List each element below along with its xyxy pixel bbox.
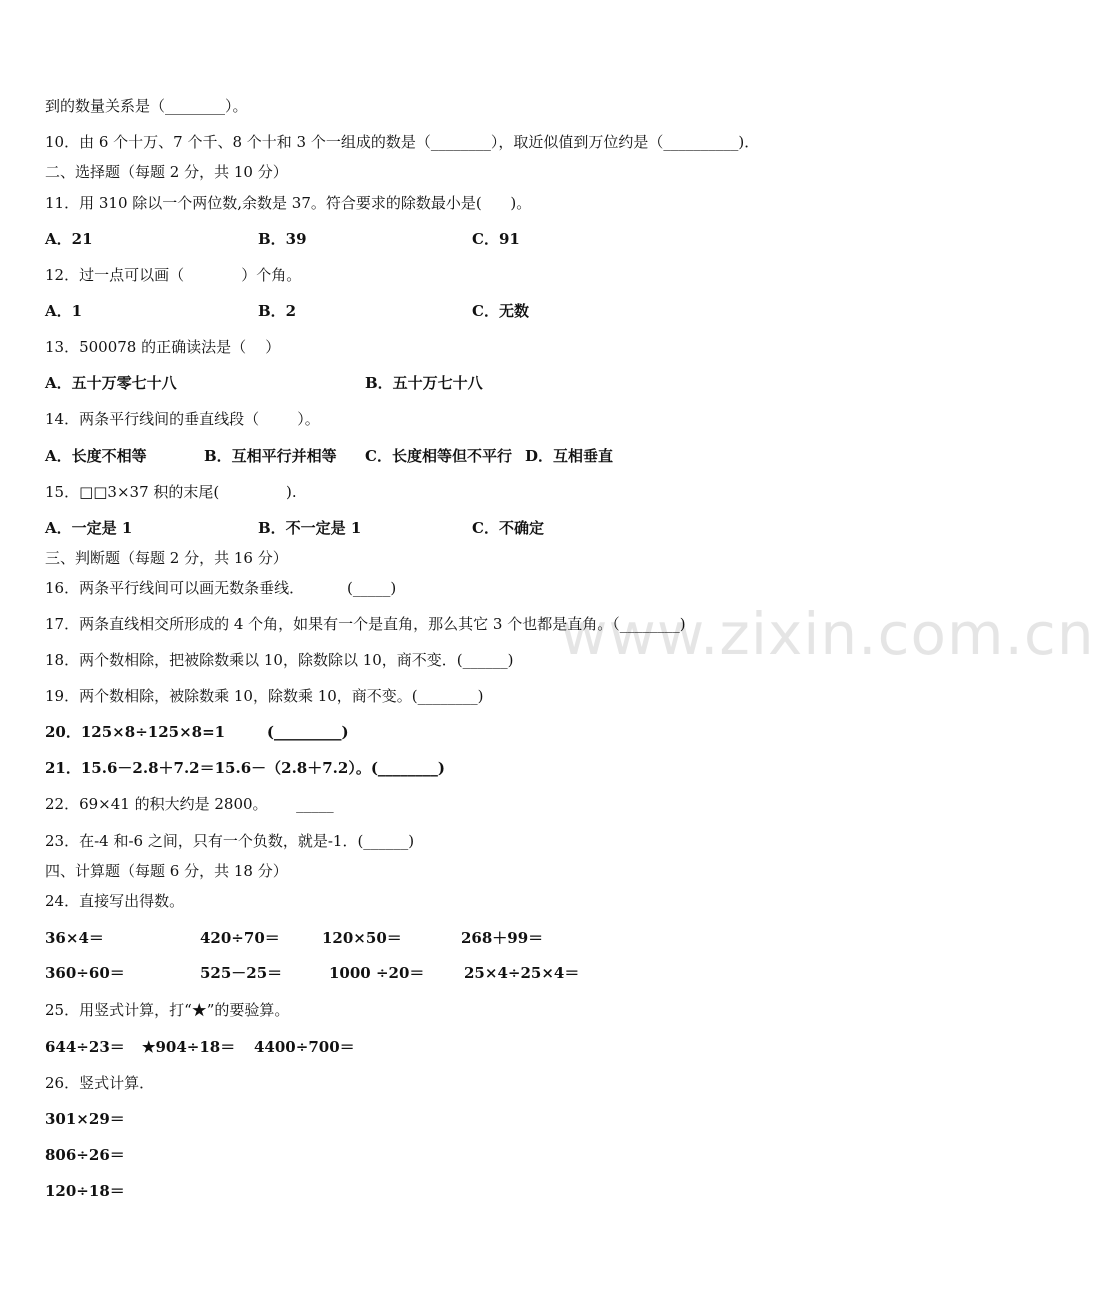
calc24-item: 36×4＝ <box>45 929 104 947</box>
q17-line: 17．两条直线相交所形成的 4 个角，如果有一个是直角，那么其它 3 个也都是直角。（________) <box>45 615 686 633</box>
q26-line: 26．竖式计算． <box>45 1074 155 1092</box>
calc24-item: 268＋99＝ <box>461 929 544 947</box>
q24-line: 24．直接写出得数。 <box>45 892 185 910</box>
q13-option-a: A．五十万零七十八 <box>45 374 177 392</box>
calc26-item: 806÷26＝ <box>45 1146 125 1164</box>
q15-option-a: A．一定是 1 <box>45 519 133 537</box>
q23-line: 23．在-4 和-6 之间，只有一个负数，就是-1．(______) <box>45 832 415 850</box>
section-2-heading: 二、选择题（每题 2 分，共 10 分） <box>45 163 288 181</box>
q16-line: 16．两条平行线间可以画无数条垂线． (_____) <box>45 579 397 597</box>
calc25-item: ★904÷18＝ <box>142 1038 236 1056</box>
calc24-item: 360÷60＝ <box>45 964 125 982</box>
q15-option-b: B．不一定是 1 <box>258 519 362 537</box>
q13-line: 13．500078 的正确读法是（ ） <box>45 338 281 356</box>
q19-line: 19．两个数相除，被除数乘 10，除数乘 10，商不变。(________) <box>45 687 484 705</box>
calc24-item: 1000 ÷20＝ <box>329 964 425 982</box>
q11-option-b: B．39 <box>258 230 307 248</box>
q18-line: 18．两个数相除，把被除数乘以 10，除数除以 10，商不变．(______) <box>45 651 514 669</box>
q12-option-b: B．2 <box>258 302 297 320</box>
calc25-item: 4400÷700＝ <box>254 1038 355 1056</box>
calc24-item: 525－25＝ <box>200 964 283 982</box>
calc24-item: 120×50＝ <box>322 929 402 947</box>
q12-option-c: C．无数 <box>472 302 529 320</box>
q22-line: 22．69×41 的积大约是 2800。 _____ <box>45 795 334 813</box>
q25-line: 25．用竖式计算，打“★”的要验算。 <box>45 1001 290 1019</box>
q20-line: 20．125×8÷125×8=1 (_________) <box>45 723 349 741</box>
section-3-heading: 三、判断题（每题 2 分，共 16 分） <box>45 549 288 567</box>
q15-option-c: C．不确定 <box>472 519 544 537</box>
q12-option-a: A．1 <box>45 302 83 320</box>
calc24-item: 420÷70＝ <box>200 929 280 947</box>
q14-option-c: C．长度相等但不平行 <box>365 447 512 465</box>
watermark: www.zixin.com.cn <box>560 600 1095 668</box>
q21-line: 21．15.6－2.8＋7.2＝15.6－（2.8＋7.2）。(________) <box>45 759 446 777</box>
q12-line: 12．过一点可以画（ ）个角。 <box>45 266 302 284</box>
calc25-item: 644÷23＝ <box>45 1038 125 1056</box>
q11-option-c: C．91 <box>472 230 520 248</box>
section-4-heading: 四、计算题（每题 6 分，共 18 分） <box>45 862 288 880</box>
q11-line: 11．用 310 除以一个两位数,余数是 37。符合要求的除数最小是( )。 <box>45 194 532 212</box>
q11-option-a: A．21 <box>45 230 93 248</box>
q13-option-b: B．五十万七十八 <box>365 374 483 392</box>
q15-line: 15．□□3×37 积的末尾( ). <box>45 483 297 501</box>
q9-tail-line: 到的数量关系是（________）。 <box>45 97 248 115</box>
calc24-item: 25×4÷25×4＝ <box>464 964 580 982</box>
q14-option-b: B．互相平行并相等 <box>204 447 337 465</box>
calc26-item: 301×29＝ <box>45 1110 125 1128</box>
q10-line: 10．由 6 个十万、7 个千、8 个十和 3 个一组成的数是（________），取近似值到万位约是（__________)． <box>45 133 760 151</box>
calc26-item: 120÷18＝ <box>45 1182 125 1200</box>
q14-option-d: D．互相垂直 <box>525 447 614 465</box>
q14-line: 14．两条平行线间的垂直线段（ ）。 <box>45 410 320 428</box>
q14-option-a: A．长度不相等 <box>45 447 147 465</box>
